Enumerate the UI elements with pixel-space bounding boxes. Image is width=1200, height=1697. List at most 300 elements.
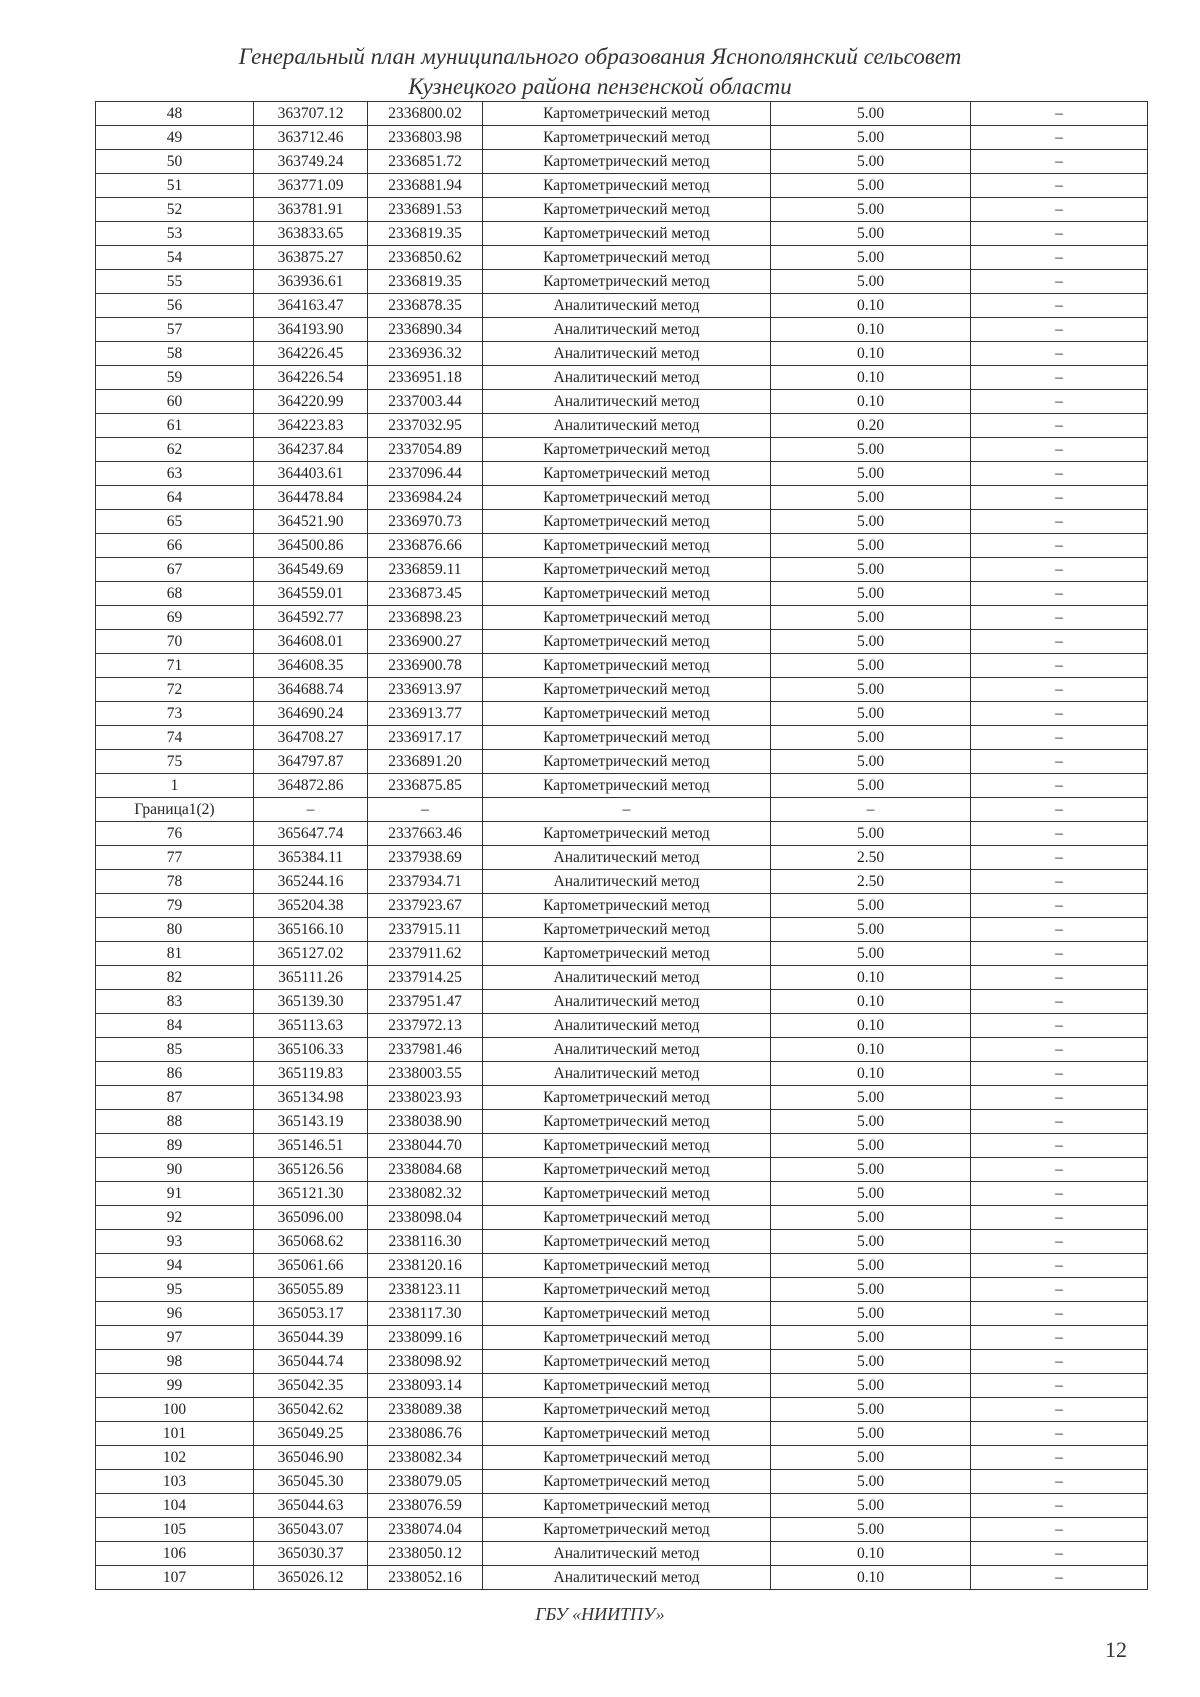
point-number-cell: 77: [96, 846, 254, 870]
method-cell: Картометрический метод: [483, 1158, 771, 1182]
note-cell: –: [971, 1062, 1148, 1086]
accuracy-cell: 5.00: [771, 174, 971, 198]
note-cell: –: [971, 222, 1148, 246]
point-number-cell: 94: [96, 1254, 254, 1278]
table-row: [96, 1326, 1148, 1350]
header-title-line-2: Кузнецкого района пензенской области: [408, 74, 792, 99]
note-cell: –: [971, 1230, 1148, 1254]
note-cell: –: [971, 654, 1148, 678]
y-coordinate-cell: 2338003.55: [368, 1062, 483, 1086]
point-number-cell: 49: [96, 126, 254, 150]
point-number-cell: 63: [96, 462, 254, 486]
point-number-cell: 72: [96, 678, 254, 702]
point-number-cell: 105: [96, 1518, 254, 1542]
x-coordinate-cell: 365044.63: [254, 1494, 368, 1518]
table-row: [96, 702, 1148, 726]
x-coordinate-cell: 364220.99: [254, 390, 368, 414]
y-coordinate-cell: 2338084.68: [368, 1158, 483, 1182]
point-number-cell: 64: [96, 486, 254, 510]
table-row: [96, 438, 1148, 462]
table-row: [96, 1374, 1148, 1398]
method-cell: Картометрический метод: [483, 1182, 771, 1206]
method-cell: Картометрический метод: [483, 774, 771, 798]
x-coordinate-cell: 364872.86: [254, 774, 368, 798]
accuracy-cell: 5.00: [771, 942, 971, 966]
point-number-cell: 84: [96, 1014, 254, 1038]
table-row: [96, 1110, 1148, 1134]
method-cell: Картометрический метод: [483, 942, 771, 966]
y-coordinate-cell: 2336819.35: [368, 270, 483, 294]
accuracy-cell: 5.00: [771, 1110, 971, 1134]
x-coordinate-cell: 363771.09: [254, 174, 368, 198]
point-number-cell: 95: [96, 1278, 254, 1302]
table-row: [96, 582, 1148, 606]
y-coordinate-cell: 2338038.90: [368, 1110, 483, 1134]
table-row: [96, 198, 1148, 222]
point-number-cell: 78: [96, 870, 254, 894]
note-cell: –: [971, 1206, 1148, 1230]
accuracy-cell: 5.00: [771, 150, 971, 174]
x-coordinate-cell: 364223.83: [254, 414, 368, 438]
accuracy-cell: 0.10: [771, 1038, 971, 1062]
point-number-cell: 55: [96, 270, 254, 294]
accuracy-cell: 5.00: [771, 1350, 971, 1374]
method-cell: Картометрический метод: [483, 1134, 771, 1158]
accuracy-cell: 5.00: [771, 894, 971, 918]
note-cell: –: [971, 534, 1148, 558]
table-row: [96, 246, 1148, 270]
method-cell: Аналитический метод: [483, 366, 771, 390]
point-number-cell: 86: [96, 1062, 254, 1086]
accuracy-cell: 0.10: [771, 390, 971, 414]
accuracy-cell: 0.10: [771, 1014, 971, 1038]
x-coordinate-cell: 364226.54: [254, 366, 368, 390]
method-cell: Картометрический метод: [483, 822, 771, 846]
table-row: [96, 654, 1148, 678]
method-cell: Картометрический метод: [483, 654, 771, 678]
x-coordinate-cell: 364592.77: [254, 606, 368, 630]
method-cell: Аналитический метод: [483, 990, 771, 1014]
method-cell: Картометрический метод: [483, 1086, 771, 1110]
method-cell: Картометрический метод: [483, 486, 771, 510]
accuracy-cell: 5.00: [771, 1470, 971, 1494]
point-number-cell: 89: [96, 1134, 254, 1158]
accuracy-cell: 0.10: [771, 366, 971, 390]
point-number-cell: 98: [96, 1350, 254, 1374]
x-coordinate-cell: 365134.98: [254, 1086, 368, 1110]
note-cell: –: [971, 414, 1148, 438]
method-cell: Картометрический метод: [483, 102, 771, 126]
point-number-cell: 83: [96, 990, 254, 1014]
point-number-cell: 58: [96, 342, 254, 366]
method-cell: Картометрический метод: [483, 1398, 771, 1422]
y-coordinate-cell: 2336878.35: [368, 294, 483, 318]
y-coordinate-cell: 2338086.76: [368, 1422, 483, 1446]
y-coordinate-cell: 2337911.62: [368, 942, 483, 966]
table-row: [96, 1470, 1148, 1494]
table-row: [96, 318, 1148, 342]
method-cell: Картометрический метод: [483, 270, 771, 294]
point-number-cell: 54: [96, 246, 254, 270]
x-coordinate-cell: 365046.90: [254, 1446, 368, 1470]
y-coordinate-cell: –: [368, 798, 483, 822]
x-coordinate-cell: 364797.87: [254, 750, 368, 774]
note-cell: –: [971, 1182, 1148, 1206]
accuracy-cell: 5.00: [771, 438, 971, 462]
note-cell: –: [971, 510, 1148, 534]
document-header: [0, 42, 1200, 102]
method-cell: Картометрический метод: [483, 726, 771, 750]
point-number-cell: 59: [96, 366, 254, 390]
table-row: [96, 1038, 1148, 1062]
accuracy-cell: 5.00: [771, 606, 971, 630]
accuracy-cell: 5.00: [771, 678, 971, 702]
note-cell: –: [971, 558, 1148, 582]
y-coordinate-cell: 2338098.92: [368, 1350, 483, 1374]
y-coordinate-cell: 2336881.94: [368, 174, 483, 198]
x-coordinate-cell: 365166.10: [254, 918, 368, 942]
table-row: [96, 270, 1148, 294]
table-row: [96, 1446, 1148, 1470]
header-title-line-1: Генеральный план муниципального образования Яснополянский сельсовет: [238, 44, 962, 69]
x-coordinate-cell: 364193.90: [254, 318, 368, 342]
method-cell: Аналитический метод: [483, 390, 771, 414]
y-coordinate-cell: 2336875.85: [368, 774, 483, 798]
method-cell: Картометрический метод: [483, 918, 771, 942]
note-cell: –: [971, 822, 1148, 846]
note-cell: –: [971, 918, 1148, 942]
x-coordinate-cell: 365043.07: [254, 1518, 368, 1542]
method-cell: Картометрический метод: [483, 1446, 771, 1470]
table-row: [96, 390, 1148, 414]
accuracy-cell: 5.00: [771, 822, 971, 846]
note-cell: –: [971, 726, 1148, 750]
accuracy-cell: 5.00: [771, 726, 971, 750]
point-number-cell: 104: [96, 1494, 254, 1518]
y-coordinate-cell: 2338098.04: [368, 1206, 483, 1230]
x-coordinate-cell: 365146.51: [254, 1134, 368, 1158]
accuracy-cell: 5.00: [771, 510, 971, 534]
point-number-cell: 67: [96, 558, 254, 582]
method-cell: Картометрический метод: [483, 534, 771, 558]
point-number-cell: 103: [96, 1470, 254, 1494]
method-cell: Картометрический метод: [483, 1278, 771, 1302]
note-cell: –: [971, 1254, 1148, 1278]
accuracy-cell: 5.00: [771, 270, 971, 294]
point-number-cell: 48: [96, 102, 254, 126]
accuracy-cell: 5.00: [771, 1302, 971, 1326]
y-coordinate-cell: 2336917.17: [368, 726, 483, 750]
method-cell: Картометрический метод: [483, 606, 771, 630]
y-coordinate-cell: 2337923.67: [368, 894, 483, 918]
table-row: [96, 1206, 1148, 1230]
note-cell: –: [971, 174, 1148, 198]
accuracy-cell: 5.00: [771, 534, 971, 558]
note-cell: –: [971, 846, 1148, 870]
note-cell: –: [971, 1014, 1148, 1038]
point-number-cell: 99: [96, 1374, 254, 1398]
point-number-cell: 56: [96, 294, 254, 318]
y-coordinate-cell: 2337914.25: [368, 966, 483, 990]
accuracy-cell: 5.00: [771, 918, 971, 942]
point-number-cell: 92: [96, 1206, 254, 1230]
x-coordinate-cell: 365244.16: [254, 870, 368, 894]
coordinates-table: [95, 101, 1148, 1590]
y-coordinate-cell: 2336900.27: [368, 630, 483, 654]
table-row: [96, 606, 1148, 630]
table-row: [96, 366, 1148, 390]
accuracy-cell: 5.00: [771, 1326, 971, 1350]
note-cell: –: [971, 270, 1148, 294]
y-coordinate-cell: 2336876.66: [368, 534, 483, 558]
table-row: [96, 534, 1148, 558]
note-cell: –: [971, 1542, 1148, 1566]
point-number-cell: 87: [96, 1086, 254, 1110]
point-number-cell: 1: [96, 774, 254, 798]
table-row: [96, 1566, 1148, 1590]
note-cell: –: [971, 1158, 1148, 1182]
method-cell: Аналитический метод: [483, 1542, 771, 1566]
accuracy-cell: 0.10: [771, 294, 971, 318]
method-cell: Картометрический метод: [483, 582, 771, 606]
point-number-cell: 57: [96, 318, 254, 342]
y-coordinate-cell: 2337938.69: [368, 846, 483, 870]
y-coordinate-cell: 2336891.20: [368, 750, 483, 774]
note-cell: –: [971, 1422, 1148, 1446]
point-number-cell: 93: [96, 1230, 254, 1254]
note-cell: –: [971, 1302, 1148, 1326]
method-cell: Аналитический метод: [483, 294, 771, 318]
x-coordinate-cell: 365042.62: [254, 1398, 368, 1422]
x-coordinate-cell: 364688.74: [254, 678, 368, 702]
point-number-cell: 74: [96, 726, 254, 750]
y-coordinate-cell: 2338050.12: [368, 1542, 483, 1566]
x-coordinate-cell: 363712.46: [254, 126, 368, 150]
x-coordinate-cell: 364690.24: [254, 702, 368, 726]
accuracy-cell: 5.00: [771, 1398, 971, 1422]
y-coordinate-cell: 2338082.34: [368, 1446, 483, 1470]
method-cell: Картометрический метод: [483, 630, 771, 654]
y-coordinate-cell: 2338120.16: [368, 1254, 483, 1278]
x-coordinate-cell: 365121.30: [254, 1182, 368, 1206]
y-coordinate-cell: 2336800.02: [368, 102, 483, 126]
accuracy-cell: 0.10: [771, 1566, 971, 1590]
point-number-cell: 102: [96, 1446, 254, 1470]
note-cell: –: [971, 1038, 1148, 1062]
x-coordinate-cell: 365106.33: [254, 1038, 368, 1062]
x-coordinate-cell: 365111.26: [254, 966, 368, 990]
note-cell: –: [971, 1446, 1148, 1470]
note-cell: –: [971, 1566, 1148, 1590]
note-cell: –: [971, 1326, 1148, 1350]
x-coordinate-cell: 365647.74: [254, 822, 368, 846]
table-row: [96, 942, 1148, 966]
point-number-cell: 101: [96, 1422, 254, 1446]
method-cell: Картометрический метод: [483, 1110, 771, 1134]
table-row: [96, 870, 1148, 894]
point-number-cell: 50: [96, 150, 254, 174]
x-coordinate-cell: 365126.56: [254, 1158, 368, 1182]
note-cell: –: [971, 798, 1148, 822]
note-cell: –: [971, 150, 1148, 174]
y-coordinate-cell: 2337981.46: [368, 1038, 483, 1062]
table-row: [96, 726, 1148, 750]
accuracy-cell: 5.00: [771, 246, 971, 270]
point-number-cell: 51: [96, 174, 254, 198]
method-cell: Картометрический метод: [483, 222, 771, 246]
table-row: [96, 126, 1148, 150]
point-number-cell: 80: [96, 918, 254, 942]
y-coordinate-cell: 2338023.93: [368, 1086, 483, 1110]
y-coordinate-cell: 2338093.14: [368, 1374, 483, 1398]
accuracy-cell: 5.00: [771, 462, 971, 486]
x-coordinate-cell: 365053.17: [254, 1302, 368, 1326]
x-coordinate-cell: 364237.84: [254, 438, 368, 462]
note-cell: –: [971, 750, 1148, 774]
x-coordinate-cell: 365096.00: [254, 1206, 368, 1230]
x-coordinate-cell: 364521.90: [254, 510, 368, 534]
method-cell: Аналитический метод: [483, 318, 771, 342]
y-coordinate-cell: 2336900.78: [368, 654, 483, 678]
accuracy-cell: 5.00: [771, 774, 971, 798]
x-coordinate-cell: 364403.61: [254, 462, 368, 486]
accuracy-cell: 5.00: [771, 750, 971, 774]
accuracy-cell: 5.00: [771, 1134, 971, 1158]
note-cell: –: [971, 630, 1148, 654]
table-row: [96, 990, 1148, 1014]
x-coordinate-cell: 364500.86: [254, 534, 368, 558]
accuracy-cell: 5.00: [771, 1374, 971, 1398]
y-coordinate-cell: 2338079.05: [368, 1470, 483, 1494]
y-coordinate-cell: 2338044.70: [368, 1134, 483, 1158]
note-cell: –: [971, 102, 1148, 126]
table-row: [96, 630, 1148, 654]
point-number-cell: 88: [96, 1110, 254, 1134]
accuracy-cell: 5.00: [771, 1158, 971, 1182]
note-cell: –: [971, 1350, 1148, 1374]
y-coordinate-cell: 2338123.11: [368, 1278, 483, 1302]
x-coordinate-cell: 365204.38: [254, 894, 368, 918]
accuracy-cell: 0.10: [771, 966, 971, 990]
footer-organization: ГБУ «НИИТПУ»: [535, 1604, 665, 1624]
x-coordinate-cell: 365030.37: [254, 1542, 368, 1566]
y-coordinate-cell: 2336819.35: [368, 222, 483, 246]
method-cell: Аналитический метод: [483, 870, 771, 894]
x-coordinate-cell: 365049.25: [254, 1422, 368, 1446]
note-cell: –: [971, 198, 1148, 222]
y-coordinate-cell: 2336851.72: [368, 150, 483, 174]
table-row: [96, 1062, 1148, 1086]
method-cell: Картометрический метод: [483, 1518, 771, 1542]
note-cell: –: [971, 1086, 1148, 1110]
y-coordinate-cell: 2336913.77: [368, 702, 483, 726]
table-row: [96, 1398, 1148, 1422]
x-coordinate-cell: 363936.61: [254, 270, 368, 294]
method-cell: Аналитический метод: [483, 1038, 771, 1062]
y-coordinate-cell: 2336951.18: [368, 366, 483, 390]
accuracy-cell: 5.00: [771, 582, 971, 606]
x-coordinate-cell: 365384.11: [254, 846, 368, 870]
y-coordinate-cell: 2338074.04: [368, 1518, 483, 1542]
x-coordinate-cell: 363781.91: [254, 198, 368, 222]
y-coordinate-cell: 2338116.30: [368, 1230, 483, 1254]
table-row: [96, 1350, 1148, 1374]
method-cell: Картометрический метод: [483, 1494, 771, 1518]
table-row: [96, 1254, 1148, 1278]
point-number-cell: 68: [96, 582, 254, 606]
table-row: [96, 1158, 1148, 1182]
note-cell: –: [971, 246, 1148, 270]
note-cell: –: [971, 1134, 1148, 1158]
x-coordinate-cell: –: [254, 798, 368, 822]
method-cell: Картометрический метод: [483, 126, 771, 150]
accuracy-cell: 5.00: [771, 126, 971, 150]
y-coordinate-cell: 2336970.73: [368, 510, 483, 534]
point-number-cell: 75: [96, 750, 254, 774]
table-row: [96, 462, 1148, 486]
table-row: [96, 1134, 1148, 1158]
method-cell: Аналитический метод: [483, 846, 771, 870]
x-coordinate-cell: 365044.39: [254, 1326, 368, 1350]
table-row: [96, 510, 1148, 534]
accuracy-cell: 5.00: [771, 654, 971, 678]
method-cell: Картометрический метод: [483, 1302, 771, 1326]
table-row: [96, 798, 1148, 822]
method-cell: Картометрический метод: [483, 1470, 771, 1494]
accuracy-cell: 0.10: [771, 1542, 971, 1566]
accuracy-cell: 0.10: [771, 990, 971, 1014]
coordinates-table-body: [96, 102, 1148, 1590]
table-row: [96, 1086, 1148, 1110]
y-coordinate-cell: 2337951.47: [368, 990, 483, 1014]
point-number-cell: 106: [96, 1542, 254, 1566]
note-cell: –: [971, 966, 1148, 990]
accuracy-cell: 5.00: [771, 1206, 971, 1230]
x-coordinate-cell: 365044.74: [254, 1350, 368, 1374]
x-coordinate-cell: 364708.27: [254, 726, 368, 750]
table-row: [96, 846, 1148, 870]
accuracy-cell: 5.00: [771, 1278, 971, 1302]
point-number-cell: 52: [96, 198, 254, 222]
note-cell: –: [971, 702, 1148, 726]
method-cell: Картометрический метод: [483, 1254, 771, 1278]
note-cell: –: [971, 1278, 1148, 1302]
x-coordinate-cell: 365068.62: [254, 1230, 368, 1254]
x-coordinate-cell: 365119.83: [254, 1062, 368, 1086]
accuracy-cell: 5.00: [771, 486, 971, 510]
table-row: [96, 822, 1148, 846]
x-coordinate-cell: 364608.01: [254, 630, 368, 654]
accuracy-cell: 5.00: [771, 1182, 971, 1206]
table-row: [96, 678, 1148, 702]
point-number-cell: 97: [96, 1326, 254, 1350]
y-coordinate-cell: 2337003.44: [368, 390, 483, 414]
table-row: [96, 1518, 1148, 1542]
method-cell: Картометрический метод: [483, 1206, 771, 1230]
note-cell: –: [971, 1374, 1148, 1398]
table-row: [96, 174, 1148, 198]
method-cell: Аналитический метод: [483, 1014, 771, 1038]
x-coordinate-cell: 364549.69: [254, 558, 368, 582]
x-coordinate-cell: 364478.84: [254, 486, 368, 510]
y-coordinate-cell: 2336850.62: [368, 246, 483, 270]
note-cell: –: [971, 1518, 1148, 1542]
y-coordinate-cell: 2337054.89: [368, 438, 483, 462]
y-coordinate-cell: 2337032.95: [368, 414, 483, 438]
accuracy-cell: 5.00: [771, 1086, 971, 1110]
y-coordinate-cell: 2336913.97: [368, 678, 483, 702]
method-cell: Картометрический метод: [483, 246, 771, 270]
